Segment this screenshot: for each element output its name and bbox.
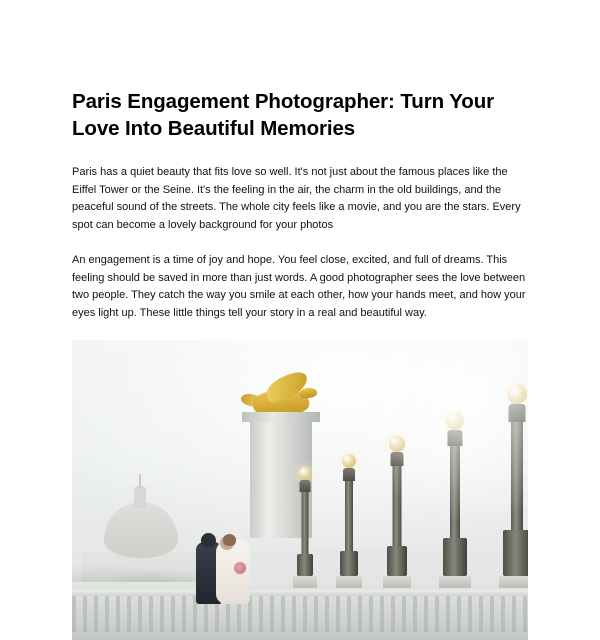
groom-head <box>201 533 216 548</box>
page-title: Paris Engagement Photographer: Turn Your Love Into Beautiful Memories <box>72 90 494 140</box>
lamp-pedestal <box>499 576 528 588</box>
dome-lantern <box>134 486 146 508</box>
lamp-column <box>302 492 309 554</box>
paris-bridge-photo <box>72 340 528 640</box>
bride-figure <box>216 540 250 604</box>
lamp-base <box>443 538 467 576</box>
lamp-crown <box>300 480 311 492</box>
article-content <box>72 88 528 640</box>
lamp-base <box>340 551 358 576</box>
dome-spire <box>139 474 141 488</box>
lamp-post-1 <box>290 466 320 588</box>
engaged-couple <box>190 532 264 604</box>
lamp-pedestal <box>439 576 471 588</box>
lamp-pedestal <box>336 576 362 588</box>
lamp-base <box>503 530 528 576</box>
article-paragraph-2: An engagement is a time of joy and hope. You feel close, excited, and full of dreams. This feeling should be saved in more than just words. A good photographer sees the love between two people. They catch the way you smile at each other, how your hands meet, and how your eyes light up. These little things tell your story in a real and beautiful way. <box>72 254 526 319</box>
lamp-base <box>297 554 313 576</box>
lamp-pedestal <box>293 576 317 588</box>
dome-roof <box>104 502 178 558</box>
article-image <box>72 340 528 640</box>
light-glow <box>338 340 528 520</box>
lamp-base <box>387 546 407 576</box>
bridge-rail <box>72 590 528 596</box>
article-paragraph-1: Paris has a quiet beauty that fits love so well. It's not just about the famous places like the Eiffel Tower or the Seine. It's the feeling in the air, the charm in the old buildings, and the peaceful sound of the streets. The whole city feels like a movie, and you are the stars. Every spot can become a lovely background for your photos <box>72 166 521 231</box>
lamp-pedestal <box>383 576 411 588</box>
bouquet <box>234 562 246 574</box>
bride-hair <box>223 534 236 546</box>
lamp-globe <box>299 467 312 480</box>
